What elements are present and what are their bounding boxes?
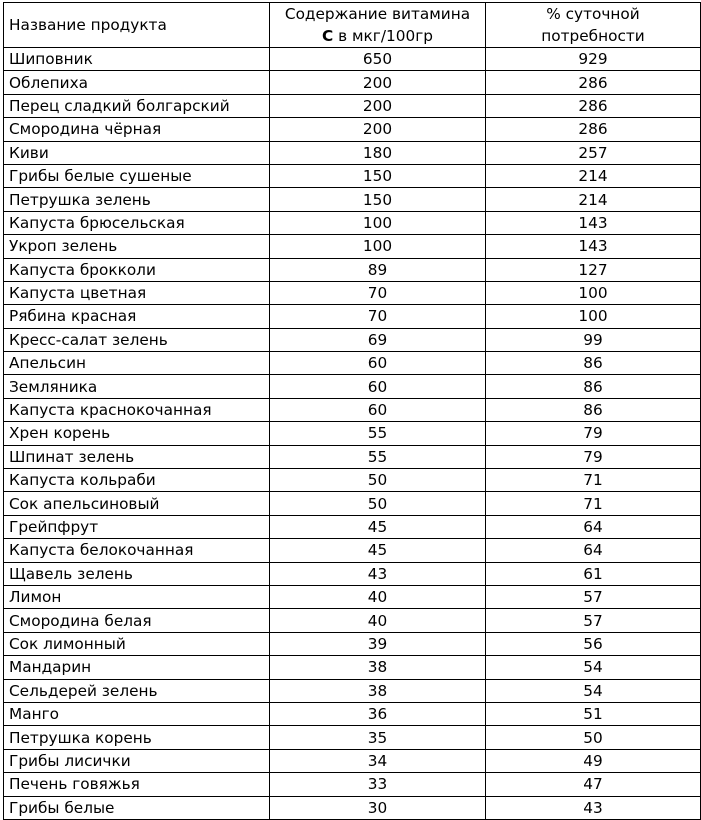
table-row: [4, 235, 701, 258]
vitamin-c-cell: 60: [270, 398, 486, 421]
vitamin-c-cell: 40: [270, 585, 486, 608]
vitamin-c-cell: 60: [270, 375, 486, 398]
table-row: [4, 422, 701, 445]
product-name-cell: Укроп зелень: [4, 235, 270, 258]
table-row: [4, 585, 701, 608]
product-name-cell: Манго: [4, 702, 270, 725]
table-row: [4, 375, 701, 398]
vitamin-c-cell: 55: [270, 422, 486, 445]
header-product-name: Название продукта: [4, 3, 270, 48]
vitamin-c-cell: 69: [270, 328, 486, 351]
vitamin-c-table: [3, 2, 701, 820]
vitamin-c-cell: 650: [270, 48, 486, 71]
daily-percent-cell: 57: [486, 585, 701, 608]
table-row: [4, 445, 701, 468]
table-row: [4, 796, 701, 819]
table-row: [4, 656, 701, 679]
product-name-cell: Шиповник: [4, 48, 270, 71]
table-row: [4, 773, 701, 796]
product-name-cell: Смородина чёрная: [4, 118, 270, 141]
table-row: [4, 141, 701, 164]
product-name-cell: Капуста белокочанная: [4, 539, 270, 562]
vitamin-c-cell: 39: [270, 632, 486, 655]
vitamin-c-cell: 43: [270, 562, 486, 585]
daily-percent-cell: 100: [486, 305, 701, 328]
vitamin-c-cell: 55: [270, 445, 486, 468]
daily-percent-cell: 57: [486, 609, 701, 632]
product-name-cell: Щавель зелень: [4, 562, 270, 585]
vitamin-c-cell: 200: [270, 71, 486, 94]
table-row: [4, 702, 701, 725]
table-row: [4, 749, 701, 772]
table-row: [4, 679, 701, 702]
table-row: [4, 515, 701, 538]
vitamin-c-cell: 60: [270, 352, 486, 375]
table-row: [4, 48, 701, 71]
table-row: [4, 328, 701, 351]
table-body: [4, 48, 701, 820]
daily-percent-cell: 127: [486, 258, 701, 281]
product-name-cell: Лимон: [4, 585, 270, 608]
daily-percent-cell: 64: [486, 539, 701, 562]
product-name-cell: Мандарин: [4, 656, 270, 679]
table-row: [4, 211, 701, 234]
table-row: [4, 118, 701, 141]
daily-percent-cell: 929: [486, 48, 701, 71]
vitamin-c-cell: 100: [270, 211, 486, 234]
vitamin-c-cell: 180: [270, 141, 486, 164]
daily-percent-cell: 54: [486, 679, 701, 702]
header-vitamin-unit: в мкг/100гр: [333, 27, 433, 45]
daily-percent-cell: 56: [486, 632, 701, 655]
header-percent-line2: потребности: [541, 27, 645, 45]
vitamin-c-cell: 70: [270, 281, 486, 304]
daily-percent-cell: 43: [486, 796, 701, 819]
daily-percent-cell: 86: [486, 375, 701, 398]
product-name-cell: Грибы лисички: [4, 749, 270, 772]
vitamin-c-cell: 40: [270, 609, 486, 632]
vitamin-c-cell: 200: [270, 94, 486, 117]
daily-percent-cell: 286: [486, 94, 701, 117]
daily-percent-cell: 61: [486, 562, 701, 585]
vitamin-c-cell: 34: [270, 749, 486, 772]
vitamin-c-cell: 50: [270, 469, 486, 492]
product-name-cell: Печень говяжья: [4, 773, 270, 796]
table-row: [4, 71, 701, 94]
vitamin-c-cell: 30: [270, 796, 486, 819]
vitamin-c-cell: 33: [270, 773, 486, 796]
product-name-cell: Облепиха: [4, 71, 270, 94]
vitamin-c-cell: 45: [270, 515, 486, 538]
product-name-cell: Перец сладкий болгарский: [4, 94, 270, 117]
product-name-cell: Петрушка корень: [4, 726, 270, 749]
product-name-cell: Кресс-салат зелень: [4, 328, 270, 351]
table-row: [4, 562, 701, 585]
table-row: [4, 609, 701, 632]
product-name-cell: Капуста краснокочанная: [4, 398, 270, 421]
product-name-cell: Сельдерей зелень: [4, 679, 270, 702]
daily-percent-cell: 71: [486, 492, 701, 515]
vitamin-c-cell: 100: [270, 235, 486, 258]
daily-percent-cell: 143: [486, 235, 701, 258]
daily-percent-cell: 71: [486, 469, 701, 492]
table-row: [4, 164, 701, 187]
product-name-cell: Грибы белые: [4, 796, 270, 819]
header-daily-percent: [486, 3, 701, 48]
vitamin-c-cell: 38: [270, 656, 486, 679]
vitamin-c-cell: 150: [270, 164, 486, 187]
product-name-cell: Капуста кольраби: [4, 469, 270, 492]
product-name-cell: Земляника: [4, 375, 270, 398]
product-name-cell: Капуста брюсельская: [4, 211, 270, 234]
product-name-cell: Смородина белая: [4, 609, 270, 632]
vitamin-c-cell: 38: [270, 679, 486, 702]
vitamin-c-cell: 89: [270, 258, 486, 281]
table-row: [4, 305, 701, 328]
table-row: [4, 281, 701, 304]
daily-percent-cell: 286: [486, 71, 701, 94]
product-name-cell: Рябина красная: [4, 305, 270, 328]
daily-percent-cell: 47: [486, 773, 701, 796]
daily-percent-cell: 50: [486, 726, 701, 749]
table-row: [4, 188, 701, 211]
product-name-cell: Апельсин: [4, 352, 270, 375]
table-row: [4, 632, 701, 655]
product-name-cell: Шпинат зелень: [4, 445, 270, 468]
vitamin-c-cell: 35: [270, 726, 486, 749]
table-row: [4, 492, 701, 515]
product-name-cell: Киви: [4, 141, 270, 164]
daily-percent-cell: 79: [486, 445, 701, 468]
vitamin-c-cell: 36: [270, 702, 486, 725]
header-vitamin-content: [270, 3, 486, 48]
daily-percent-cell: 143: [486, 211, 701, 234]
daily-percent-cell: 54: [486, 656, 701, 679]
product-name-cell: Капуста брокколи: [4, 258, 270, 281]
vitamin-c-cell: 200: [270, 118, 486, 141]
daily-percent-cell: 214: [486, 188, 701, 211]
table-header: [4, 3, 701, 48]
table-row: [4, 469, 701, 492]
vitamin-c-cell: 45: [270, 539, 486, 562]
vitamin-c-cell: 70: [270, 305, 486, 328]
daily-percent-cell: 86: [486, 352, 701, 375]
table-row: [4, 94, 701, 117]
table-row: [4, 726, 701, 749]
header-vitamin-line1: Содержание витамина: [284, 5, 471, 23]
daily-percent-cell: 214: [486, 164, 701, 187]
table-row: [4, 398, 701, 421]
vitamin-c-cell: 50: [270, 492, 486, 515]
daily-percent-cell: 100: [486, 281, 701, 304]
product-name-cell: Грибы белые сушеные: [4, 164, 270, 187]
header-percent-line1: % суточной: [546, 5, 640, 23]
product-name-cell: Грейпфрут: [4, 515, 270, 538]
product-name-cell: Хрен корень: [4, 422, 270, 445]
vitamin-c-cell: 150: [270, 188, 486, 211]
table-row: [4, 539, 701, 562]
daily-percent-cell: 64: [486, 515, 701, 538]
daily-percent-cell: 257: [486, 141, 701, 164]
daily-percent-cell: 99: [486, 328, 701, 351]
daily-percent-cell: 86: [486, 398, 701, 421]
header-vitamin-letter: С: [322, 27, 334, 45]
product-name-cell: Сок лимонный: [4, 632, 270, 655]
daily-percent-cell: 79: [486, 422, 701, 445]
product-name-cell: Сок апельсиновый: [4, 492, 270, 515]
header-row: [4, 3, 701, 48]
daily-percent-cell: 51: [486, 702, 701, 725]
daily-percent-cell: 286: [486, 118, 701, 141]
product-name-cell: Петрушка зелень: [4, 188, 270, 211]
daily-percent-cell: 49: [486, 749, 701, 772]
table-row: [4, 352, 701, 375]
table-row: [4, 258, 701, 281]
product-name-cell: Капуста цветная: [4, 281, 270, 304]
